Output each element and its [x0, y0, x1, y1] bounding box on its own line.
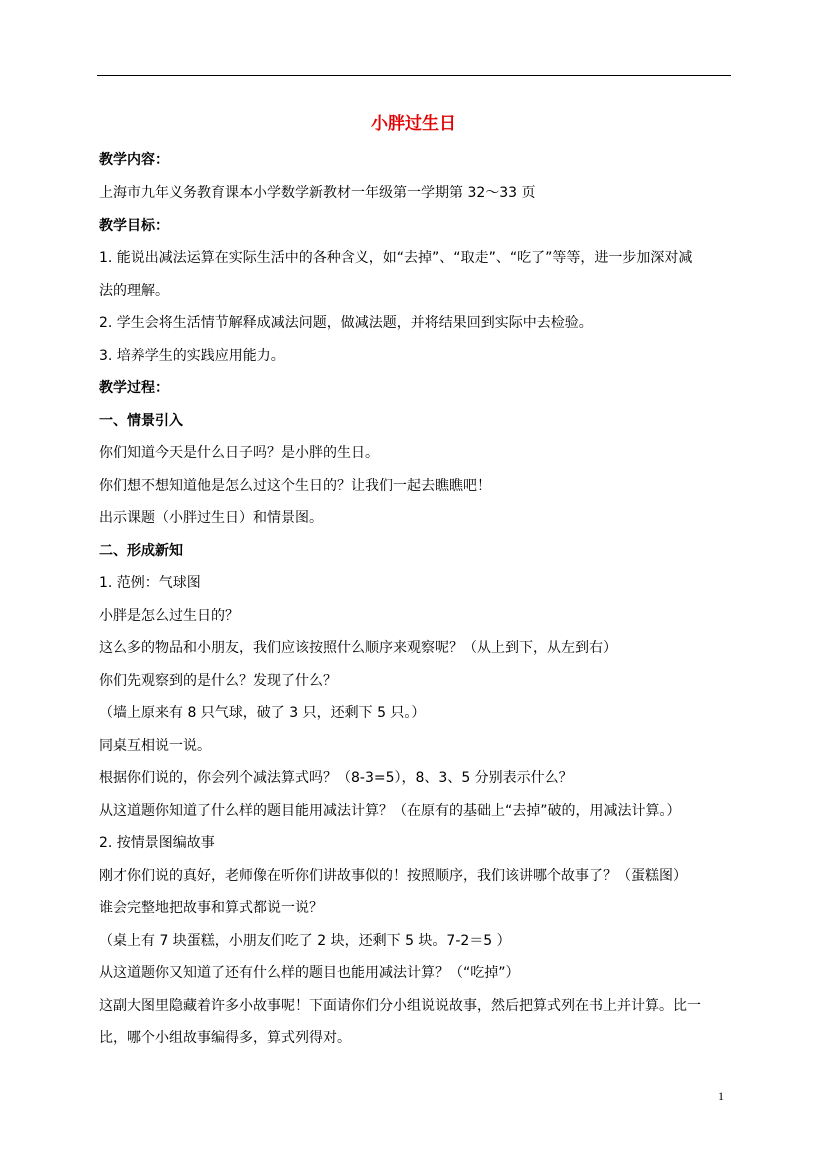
paragraph: 比，哪个小组故事编得多，算式列得对。	[99, 1030, 351, 1046]
paragraph: 这副大图里隐藏着许多小故事呢！下面请你们分小组说说故事，然后把算式列在书上并计算。比一	[99, 998, 701, 1014]
paragraph: 根据你们说的，你会列个减法算式吗？（8-3=5），8、3、5 分别表示什么？	[99, 770, 573, 786]
paragraph: 法的理解。	[99, 283, 169, 299]
paragraph: 你们先观察到的是什么？发现了什么？	[99, 673, 337, 689]
paragraph: 你们知道今天是什么日子吗？是小胖的生日。	[99, 445, 379, 461]
paragraph: 刚才你们说的真好，老师像在听你们讲故事似的！按照顺序，我们该讲哪个故事了？（蛋糕图）	[99, 868, 687, 884]
paragraph: 2. 按情景图编故事	[99, 835, 215, 851]
paragraph: 1. 范例：气球图	[99, 575, 201, 591]
heading-process: 教学过程：	[99, 380, 169, 396]
document-title: 小胖过生日	[371, 114, 456, 134]
paragraph: 同桌互相说一说。	[99, 738, 211, 754]
paragraph: 上海市九年义务教育课本小学数学新教材一年级第一学期第 32～33 页	[99, 185, 536, 201]
paragraph: 3. 培养学生的实践应用能力。	[99, 348, 285, 364]
paragraph: 谁会完整地把故事和算式都说一说？	[99, 900, 323, 916]
paragraph: 2. 学生会将生活情节解释成减法问题，做减法题，并将结果回到实际中去检验。	[99, 315, 593, 331]
page-number: 1	[718, 1089, 724, 1103]
paragraph: （桌上有 7 块蛋糕，小朋友们吃了 2 块，还剩下 5 块。7-2＝5 ）	[99, 933, 511, 949]
paragraph: （墙上原来有 8 只气球，破了 3 只，还剩下 5 只。）	[99, 705, 426, 721]
paragraph: 从这道题你知道了什么样的题目能用减法计算？（在原有的基础上“去掉”破的，用减法计算。）	[99, 803, 681, 819]
heading-goals: 教学目标：	[99, 218, 169, 234]
paragraph: 你们想不想知道他是怎么过这个生日的？让我们一起去瞧瞧吧！	[99, 478, 491, 494]
section-heading-2: 二、形成新知	[99, 543, 183, 559]
heading-content: 教学内容：	[99, 152, 169, 168]
header-rule	[97, 75, 731, 76]
paragraph: 从这道题你又知道了还有什么样的题目也能用减法计算？（“吃掉”）	[99, 965, 520, 981]
paragraph: 这么多的物品和小朋友，我们应该按照什么顺序来观察呢？（从上到下，从左到右）	[99, 640, 617, 656]
section-heading-1: 一、情景引入	[99, 413, 183, 429]
paragraph: 小胖是怎么过生日的？	[99, 608, 239, 624]
paragraph: 1. 能说出减法运算在实际生活中的各种含义，如“去掉”、“取走”、“吃了”等等，进一步加深对减	[99, 250, 693, 266]
paragraph: 出示课题（小胖过生日）和情景图。	[99, 510, 323, 526]
